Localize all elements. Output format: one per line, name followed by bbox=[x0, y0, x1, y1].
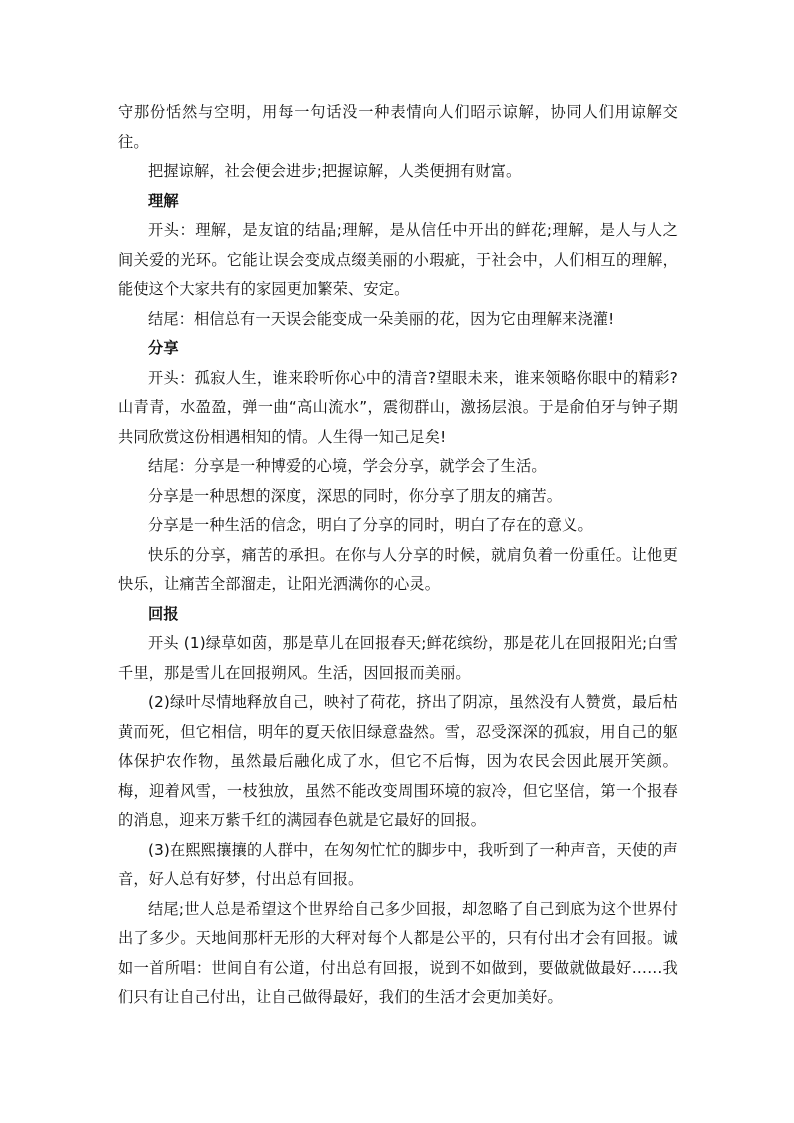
paragraph-fenxiang-belief: 分享是一种生活的信念，明白了分享的同时，明白了存在的意义。 bbox=[148, 516, 593, 534]
section-heading-huibao: 回报 bbox=[148, 604, 179, 623]
document-page bbox=[118, 98, 683, 1013]
paragraph-fenxiang-ending: 结尾：分享是一种博爱的心境，学会分享，就学会了生活。 bbox=[148, 457, 547, 475]
paragraph-conclusion-understanding: 把握谅解，社会便会进步;把握谅解，人类便拥有财富。 bbox=[148, 162, 522, 180]
paragraph-huibao-opening-2: (2)绿叶尽情地释放自己，映衬了荷花，挤出了阴凉，虽然没有人赞赏，最后枯黄而死，但它相信，明年的夏天依旧绿意盎然。雪，忍受深深的孤寂，用自己的躯体保护农作物，虽然最后融化成了水，但它不后悔，因为农民会因此展开笑颜。 梅，迎着风雪，一枝独放，虽然不能改变周围环境的寂冷，但它坚信，第一个报春的消息，迎来万紫千红的满园春色就是它最好的回报。 bbox=[118, 693, 683, 829]
paragraph-lijie-ending: 结尾：相信总有一天误会能变成一朵美丽的花，因为它由理解来浇灌! bbox=[148, 309, 615, 328]
section-heading-fenxiang: 分享 bbox=[148, 339, 179, 357]
paragraph-huibao-ending: 结尾;世人总是希望这个世界给自己多少回报，却忽略了自己到底为这个世界付出了多少。天地间那杆无形的大秤对每个人都是公平的，只有付出才会有回报。诚如一首所唱：世间自有公道，付出总有回报，说到不如做到，要做就做最好……我们只有让自己付出，让自己做得最好，我们的生活才会更加美好。 bbox=[118, 899, 678, 1006]
paragraph-huibao-opening-1: 开头 (1)绿草如茵，那是草儿在回报春天;鲜花缤纷，那是花儿在回报阳光;白雪千里，那是雪儿在回报朔风。生活，因回报而美丽。 bbox=[118, 634, 678, 682]
paragraph-fenxiang-joy: 快乐的分享，痛苦的承担。在你与人分享的时候，就肩负着一份重任。让他更快乐，让痛苦全部溜走，让阳光洒满你的心灵。 bbox=[118, 545, 678, 593]
paragraph-lijie-opening: 开头：理解，是友谊的结晶;理解，是从信任中开出的鲜花;理解，是人与人之间关爱的光环。它能让误会变成点缀美丽的小瑕疵，于社会中，人们相互的理解，能使这个大家共有的家园更加繁荣、安定。 bbox=[118, 221, 678, 298]
paragraph-huibao-opening-3: (3)在熙熙攘攘的人群中，在匆匆忙忙的脚步中，我听到了一种声音，天使的声音，好人总有好梦，付出总有回报。 bbox=[118, 840, 678, 888]
paragraph-fenxiang-depth: 分享是一种思想的深度，深思的同时，你分享了朋友的痛苦。 bbox=[148, 486, 563, 505]
paragraph-fenxiang-opening: 开头：孤寂人生，谁来聆听你心中的清音?望眼未来，谁来领略你眼中的精彩?山青青，水盈盈，弹一曲“高山流水”，震彻群山，激扬层浪。于是俞伯牙与钟子期共同欣赏这份相遇相知的情。人生得一知己足矣! bbox=[118, 368, 678, 446]
paragraph-continuation: 守那份恬然与空明，用每一句话没一种表情向人们昭示谅解，协同人们用谅解交往。 bbox=[118, 103, 678, 151]
section-heading-lijie: 理解 bbox=[148, 191, 179, 210]
